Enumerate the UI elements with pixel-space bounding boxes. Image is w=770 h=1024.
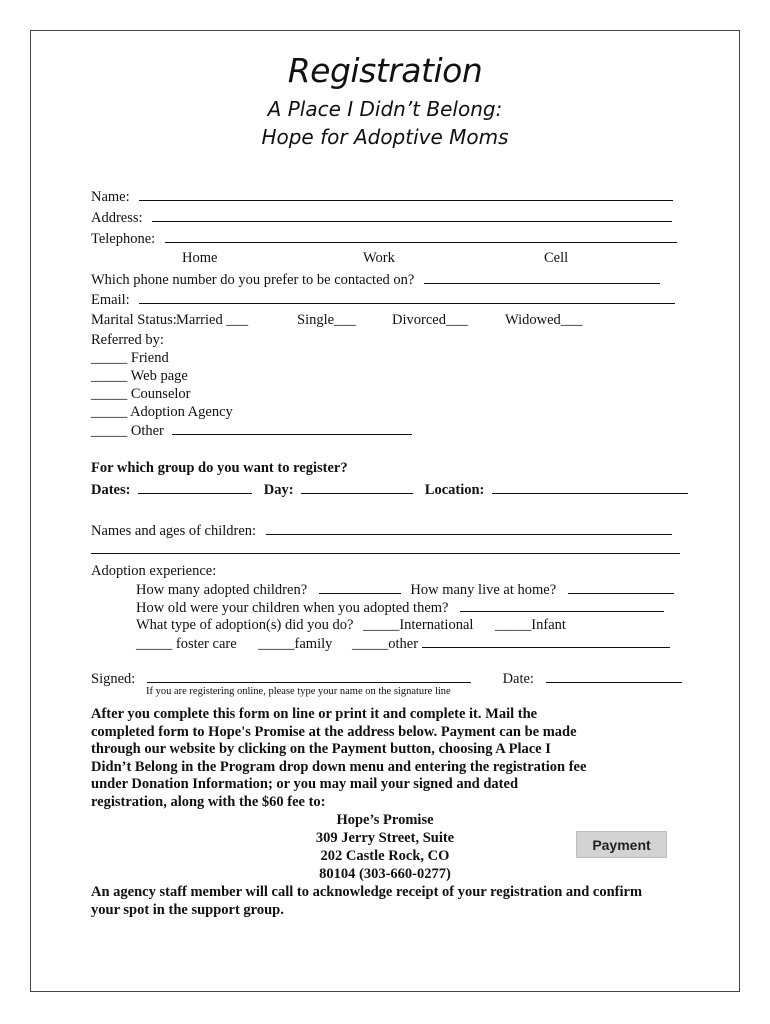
preferred-phone-field[interactable]: [424, 271, 660, 284]
form-title: Registration: [287, 51, 483, 90]
phone-type-work: Work: [363, 250, 395, 266]
preferred-phone-row: [91, 271, 660, 289]
closing-line: your spot in the support group.: [91, 901, 284, 918]
children-row: [91, 522, 672, 540]
name-field[interactable]: [139, 188, 673, 201]
date-label: Date:: [502, 671, 534, 687]
telephone-label: Telephone:: [91, 231, 156, 247]
referred-label: Referred by:: [91, 332, 164, 348]
children-field[interactable]: [266, 522, 672, 535]
marital-divorced[interactable]: Divorced___: [392, 312, 468, 328]
date-field[interactable]: [546, 670, 682, 683]
type-international[interactable]: _____International: [363, 617, 474, 633]
referred-other-row: [91, 422, 412, 440]
phone-type-cell: Cell: [544, 250, 569, 266]
group-row: [91, 481, 688, 499]
signature-note: If you are registering online, please type your name on the signature line: [146, 686, 451, 697]
dates-label: Dates:: [91, 482, 131, 498]
instructions-line: under Donation Information; or you may mail your signed and dated: [91, 776, 519, 793]
dates-field[interactable]: [138, 481, 252, 494]
address-org: Hope’s Promise: [336, 812, 434, 828]
address-field[interactable]: [152, 209, 672, 222]
instructions-line: registration, along with the $60 fee to:: [91, 793, 326, 810]
payment-button[interactable]: Payment: [576, 831, 667, 858]
program-title: A Place I Didn’t Belong:: [267, 97, 503, 121]
location-label: Location:: [424, 482, 485, 498]
adoption-type-row-2: [136, 635, 670, 653]
live-at-home-label: How many live at home?: [410, 582, 557, 598]
referred-friend[interactable]: _____ Friend: [91, 350, 169, 366]
referred-web-page[interactable]: _____ Web page: [91, 368, 188, 384]
telephone-row: [91, 230, 677, 248]
closing-line: An agency staff member will call to acknowledge receipt of your registration and confirm: [91, 884, 643, 900]
telephone-field[interactable]: [165, 230, 677, 243]
location-field[interactable]: [492, 481, 688, 494]
closing-note: [91, 884, 711, 919]
address-street: 309 Jerry Street, Suite: [315, 830, 455, 846]
program-subtitle: Hope for Adoptive Moms: [261, 125, 509, 149]
email-row: [91, 291, 675, 309]
address-row: [91, 209, 672, 227]
instructions-line: Didn’t Belong in the Program drop down menu and entering the registration fee: [91, 758, 587, 775]
address-city: 202 Castle Rock, CO: [320, 848, 450, 864]
type-other-field[interactable]: [422, 635, 670, 648]
preferred-phone-label: Which phone number do you prefer to be contacted on?: [91, 272, 415, 288]
adopted-count-row: [136, 581, 674, 599]
instructions-line: After you complete this form on line or print it and complete it. Mail the: [91, 706, 538, 722]
email-label: Email:: [91, 292, 130, 308]
children-field-2[interactable]: [91, 541, 680, 554]
referred-other-field[interactable]: [172, 422, 412, 435]
phone-type-home: Home: [182, 250, 218, 266]
registration-form: [30, 30, 740, 992]
group-question: For which group do you want to register?: [91, 460, 348, 476]
signature-field[interactable]: [147, 670, 471, 683]
children-label: Names and ages of children:: [91, 523, 257, 539]
marital-label: Marital Status:: [91, 312, 177, 328]
adopted-age-field[interactable]: [460, 599, 664, 612]
referred-other[interactable]: _____ Other: [91, 423, 164, 439]
referred-counselor[interactable]: _____ Counselor: [91, 386, 191, 402]
type-family[interactable]: _____family: [258, 636, 333, 652]
name-row: [91, 188, 673, 206]
adoption-label: Adoption experience:: [91, 563, 217, 579]
type-infant[interactable]: _____Infant: [495, 617, 566, 633]
email-field[interactable]: [139, 291, 675, 304]
adopted-count-field[interactable]: [319, 581, 401, 594]
adoption-type-row: [136, 617, 566, 634]
day-field[interactable]: [301, 481, 413, 494]
adopted-age-label: How old were your children when you adopted them?: [136, 600, 449, 616]
instructions-line: completed form to Hope's Promise at the address below. Payment can be made: [91, 723, 577, 740]
address-zip-phone: 80104 (303-660-0277): [319, 866, 451, 882]
referred-adoption-agency[interactable]: _____ Adoption Agency: [91, 404, 233, 420]
type-other[interactable]: _____other: [352, 636, 419, 652]
type-foster-care[interactable]: _____ foster care: [136, 636, 237, 652]
signed-label: Signed:: [91, 671, 136, 687]
adopted-age-row: [136, 599, 664, 617]
marital-widowed[interactable]: Widowed___: [505, 312, 583, 328]
instructions-line: through our website by clicking on the Payment button, choosing A Place I: [91, 741, 551, 758]
marital-single[interactable]: Single___: [297, 312, 356, 328]
instructions: [91, 706, 691, 812]
children-row-2: [91, 541, 680, 559]
adopted-count-label: How many adopted children?: [136, 582, 308, 598]
name-label: Name:: [91, 189, 130, 205]
marital-married[interactable]: Married ___: [176, 312, 249, 328]
live-at-home-field[interactable]: [568, 581, 674, 594]
address-label: Address:: [91, 210, 143, 226]
day-label: Day:: [263, 482, 294, 498]
adoption-type-label: What type of adoption(s) did you do?: [136, 617, 354, 633]
